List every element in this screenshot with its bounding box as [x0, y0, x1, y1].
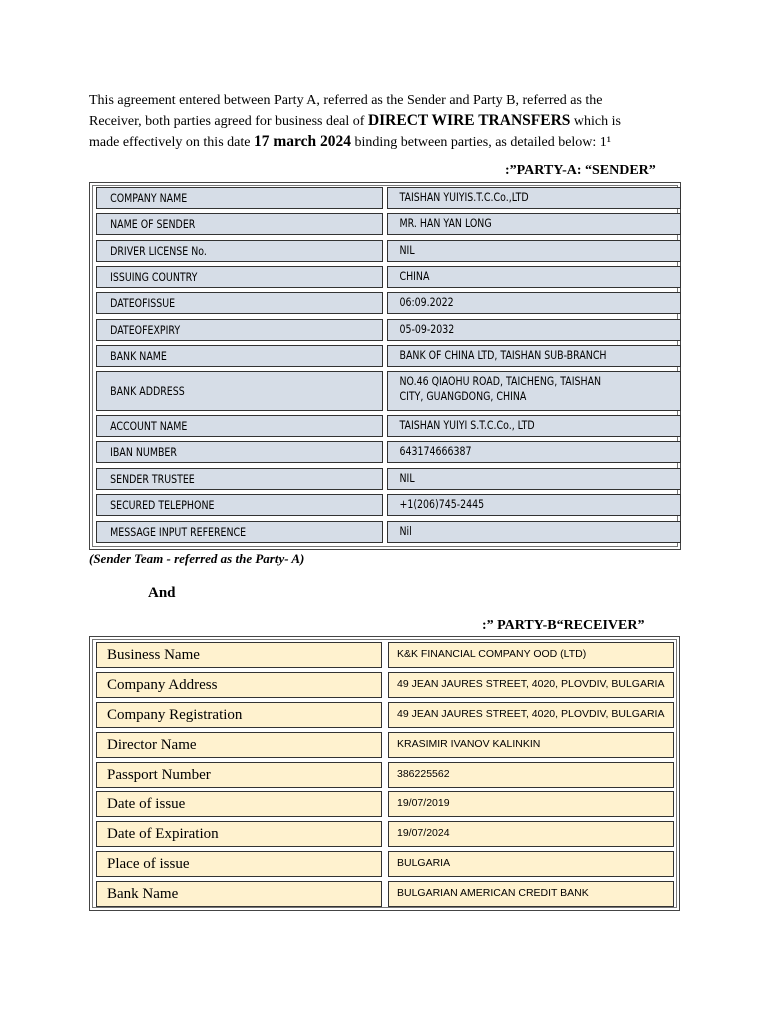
label-cell: [96, 521, 383, 543]
table-row: [94, 292, 678, 314]
label-cell: [96, 213, 383, 235]
label-cell: [96, 266, 383, 288]
value-cell: [387, 494, 681, 516]
label-cell: [96, 468, 383, 490]
table-row: [94, 441, 678, 463]
row-label: BANK NAME: [110, 349, 167, 363]
table-row: [94, 240, 678, 262]
row-value: MR. HAN YAN LONG: [399, 216, 492, 230]
row-label: NAME OF SENDER: [110, 217, 196, 231]
row-label: DATEOFEXPIRY: [110, 323, 181, 337]
row-value: Nil: [399, 524, 412, 538]
label-cell: [96, 415, 383, 437]
row-value: 643174666387: [399, 444, 472, 458]
table-row: [96, 642, 676, 668]
table-row: [94, 415, 678, 437]
table-row: [96, 821, 676, 847]
party-a-caption: (Sender Team - referred as the Party- A): [89, 551, 305, 566]
label-cell: [96, 187, 383, 209]
row-value: TAISHAN YUIYIS.T.C.Co.,LTD: [399, 190, 529, 204]
table-row: [94, 213, 678, 235]
deal-type: DIRECT WIRE TRANSFERS: [367, 112, 571, 129]
row-label: DATEOFISSUE: [110, 296, 176, 310]
label-cell: [96, 494, 383, 516]
value-cell: [387, 319, 681, 341]
intro-text-3: binding between parties, as detailed below: 1¹: [350, 135, 611, 150]
row-label: ISSUING COUNTRY: [110, 270, 198, 284]
label-cell: [96, 371, 383, 411]
row-label: COMPANY NAME: [110, 191, 188, 205]
label-cell: Company Registration: [96, 702, 382, 728]
label-cell: Bank Name: [96, 881, 382, 907]
value-cell: K&K FINANCIAL COMPANY OOD (LTD): [388, 642, 674, 668]
table-row: [96, 791, 676, 817]
value-cell: [387, 213, 681, 235]
row-value: 06:09.2022: [399, 295, 454, 309]
row-value: TAISHAN YUIYI S.T.C.Co., LTD: [399, 418, 535, 432]
party-a-heading: :”PARTY-A: “SENDER”: [505, 163, 656, 178]
value-cell: 386225562: [388, 762, 674, 788]
value-cell: [387, 371, 681, 411]
row-value: BANK OF CHINA LTD, TAISHAN SUB-BRANCH: [399, 348, 607, 362]
label-cell: Place of issue: [96, 851, 382, 877]
party-a-table: [89, 182, 681, 550]
value-cell: 49 JEAN JAURES STREET, 4020, PLOVDIV, BULGARIA: [388, 702, 674, 728]
row-label: ACCOUNT NAME: [110, 419, 188, 433]
table-row: [94, 345, 678, 367]
row-value: NIL: [399, 471, 415, 485]
value-cell: [387, 415, 681, 437]
table-row: [94, 468, 678, 490]
value-cell: 19/07/2019: [388, 791, 674, 817]
label-cell: [96, 240, 383, 262]
table-row: [94, 371, 678, 411]
table-row: [94, 266, 678, 288]
value-cell: [387, 441, 681, 463]
table-row: [96, 762, 676, 788]
value-cell: [387, 187, 681, 209]
label-cell: [96, 319, 383, 341]
value-cell: [387, 468, 681, 490]
label-cell: Director Name: [96, 732, 382, 758]
party-b-table: [89, 636, 680, 911]
label-cell: [96, 292, 383, 314]
table-row: [96, 851, 676, 877]
label-cell: Date of issue: [96, 791, 382, 817]
table-row: [94, 521, 678, 543]
table-row: [94, 494, 678, 516]
value-cell: KRASIMIR IVANOV KALINKIN: [388, 732, 674, 758]
row-label: BANK ADDRESS: [110, 384, 185, 398]
value-cell: [387, 266, 681, 288]
label-cell: [96, 441, 383, 463]
row-label: MESSAGE INPUT REFERENCE: [110, 525, 247, 539]
label-cell: Date of Expiration: [96, 821, 382, 847]
row-label: SECURED TELEPHONE: [110, 498, 215, 512]
label-cell: Business Name: [96, 642, 382, 668]
and-connector: And: [148, 585, 176, 601]
row-value: CHINA: [399, 269, 430, 283]
row-value: +1(206)745-2445: [399, 497, 485, 511]
table-row: [94, 319, 678, 341]
party-b-heading: :” PARTY-B“RECEIVER”: [482, 618, 645, 633]
value-cell: [387, 345, 681, 367]
row-value: NIL: [399, 243, 415, 257]
value-cell: 49 JEAN JAURES STREET, 4020, PLOVDIV, BULGARIA: [388, 672, 674, 698]
row-value: 05-09-2032: [399, 322, 455, 336]
row-value: NO.46 QIAOHU ROAD, TAICHENG, TAISHAN CITY, GUANGDONG, CHINA: [399, 374, 602, 403]
table-row: [96, 672, 676, 698]
intro-text-1: This agreement entered between Party A, referred as the Sender and Party B, referred as the Receiver, both parties agreed for business deal of: [89, 93, 603, 129]
value-cell: BULGARIA: [388, 851, 674, 877]
table-row: [96, 732, 676, 758]
value-cell: [387, 240, 681, 262]
value-cell: BULGARIAN AMERICAN CREDIT BANK: [388, 881, 674, 907]
row-label: DRIVER LICENSE No.: [110, 244, 207, 258]
value-cell: 19/07/2024: [388, 821, 674, 847]
label-cell: Passport Number: [96, 762, 382, 788]
row-label: SENDER TRUSTEE: [110, 472, 195, 486]
table-row: [96, 881, 676, 907]
value-cell: [387, 292, 681, 314]
agreement-date: 17 march 2024: [253, 133, 351, 150]
agreement-intro: [89, 91, 649, 153]
table-row: [96, 702, 676, 728]
label-cell: [96, 345, 383, 367]
label-cell: Company Address: [96, 672, 382, 698]
value-cell: [387, 521, 681, 543]
row-label: IBAN NUMBER: [110, 445, 177, 459]
intro-text-2: which is made effectively on this date: [89, 114, 621, 150]
table-row: [94, 187, 678, 209]
